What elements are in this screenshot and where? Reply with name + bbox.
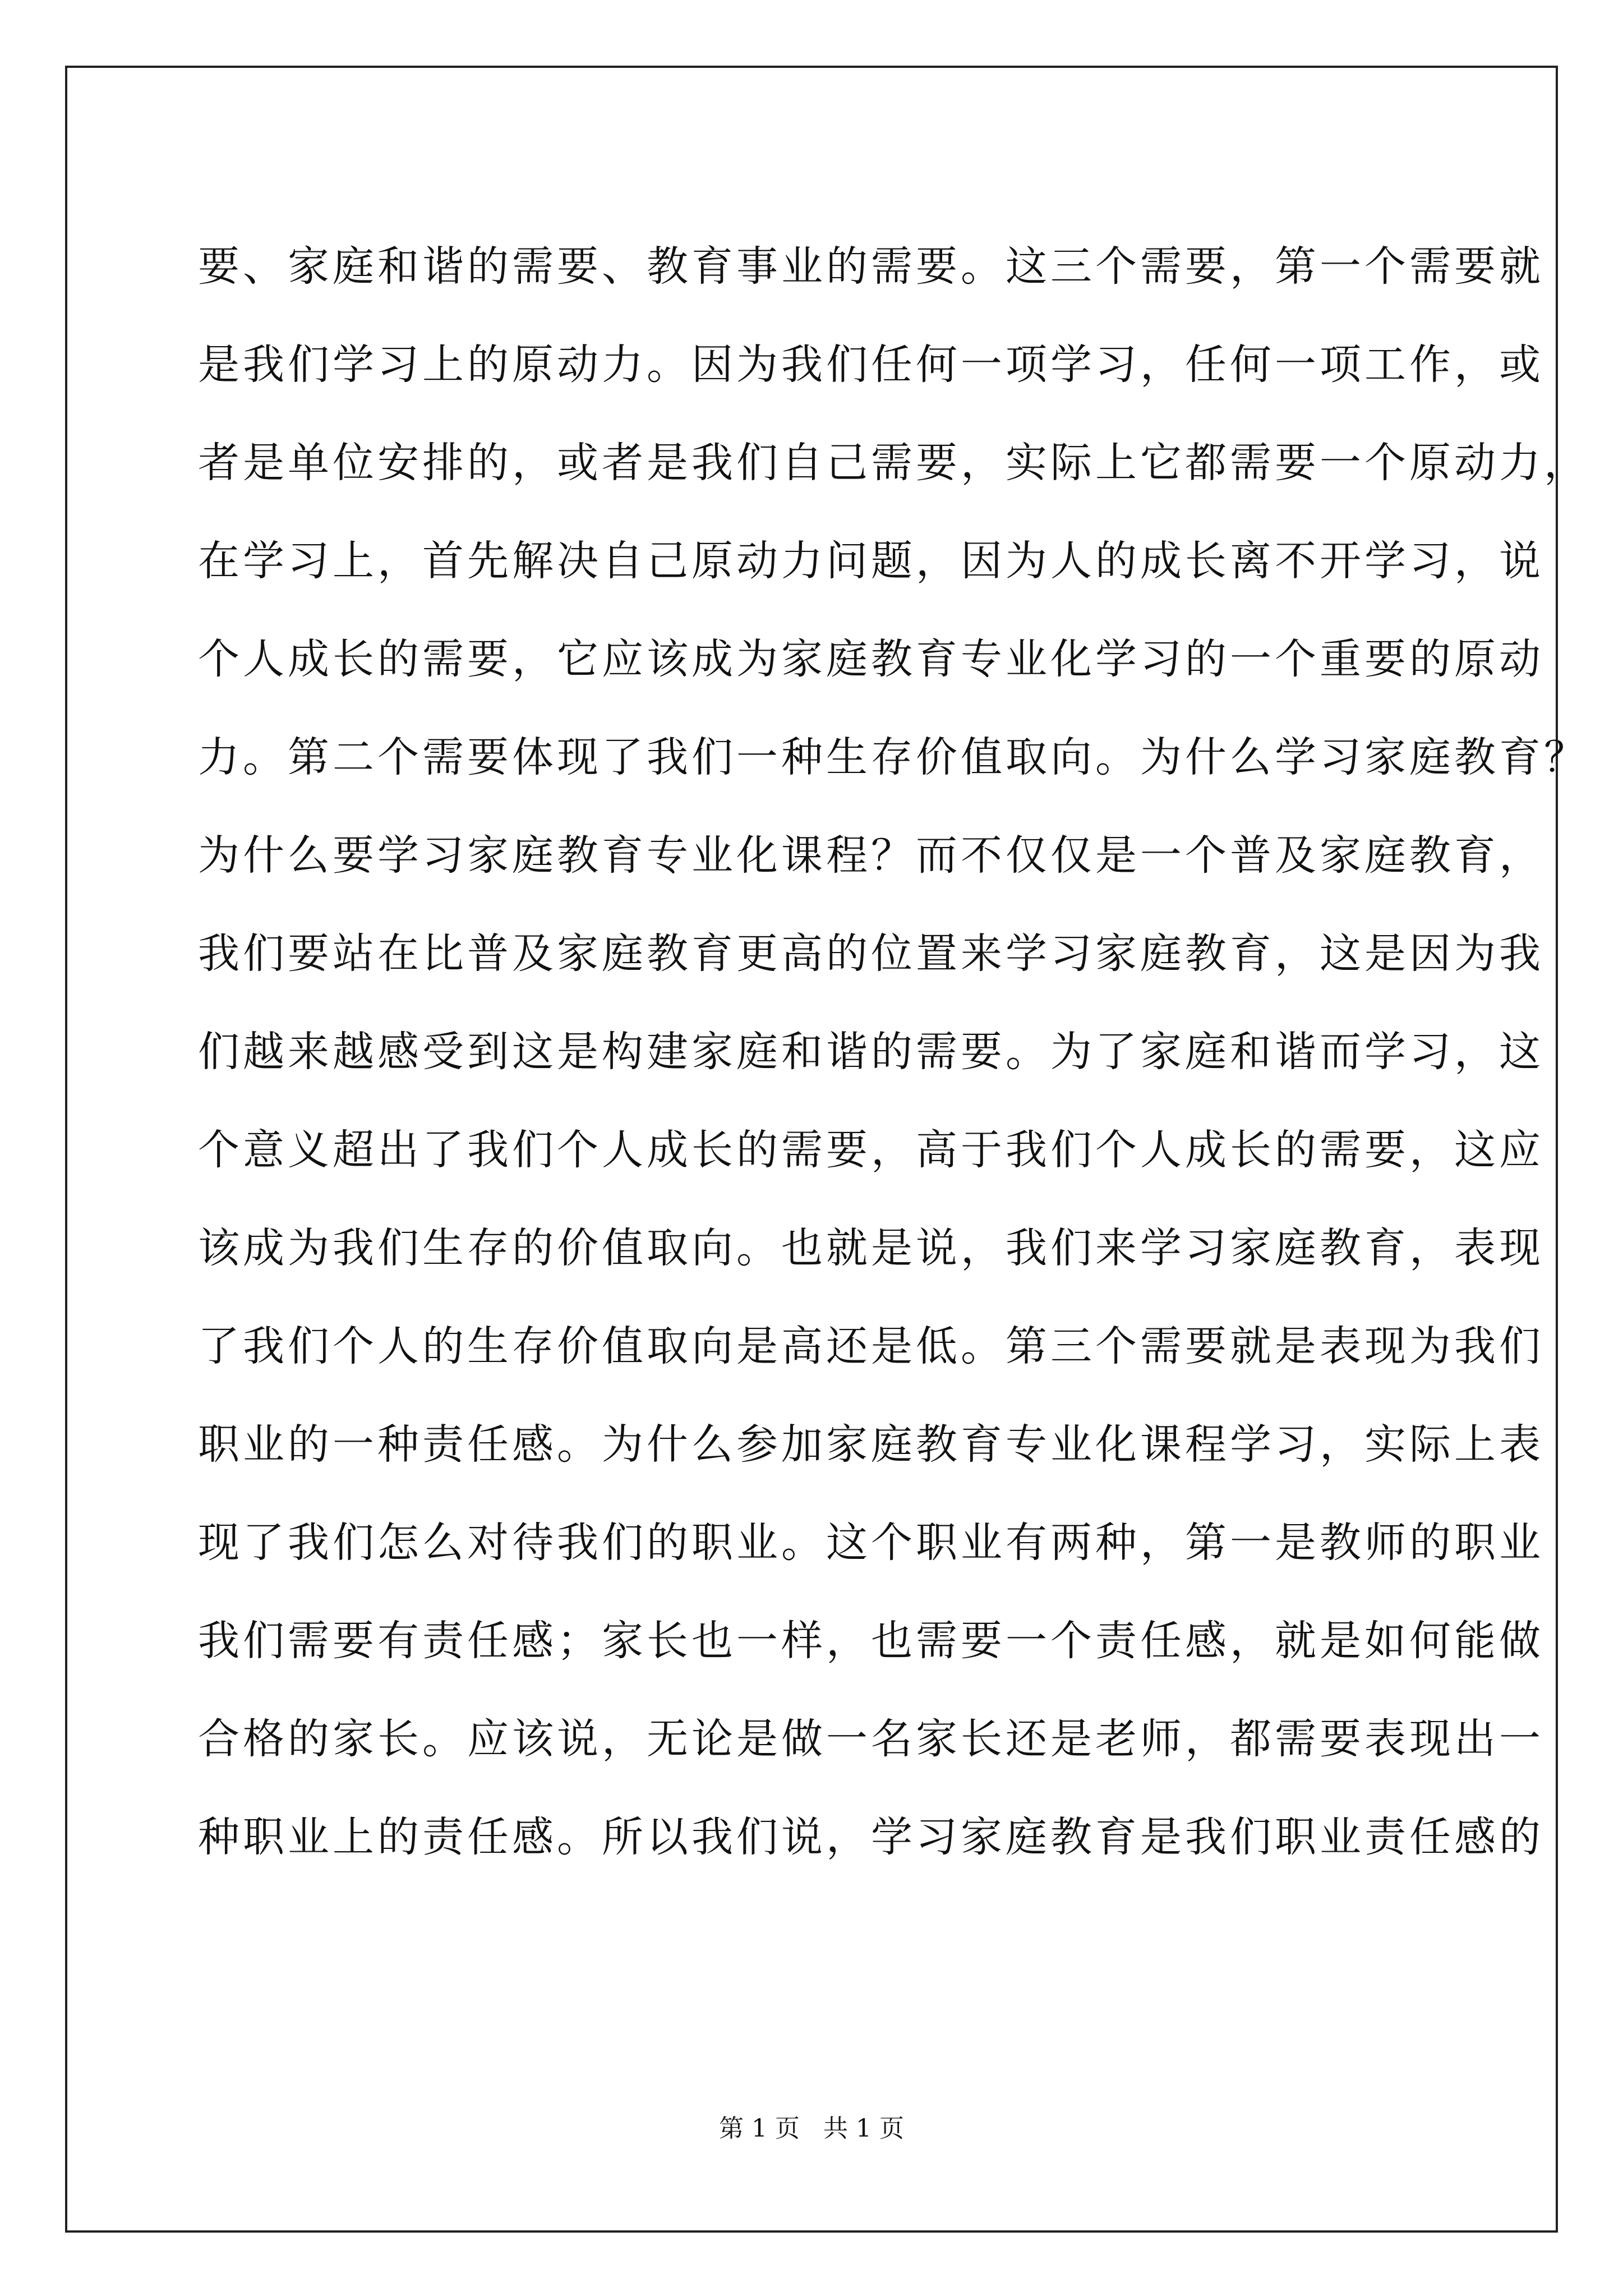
text-line: 我们需要有责任感；家长也一样，也需要一个责任感，就是如何能做: [198, 1617, 1544, 1665]
text-line: 是我们学习上的原动力。因为我们任何一项学习，任何一项工作，或: [198, 341, 1544, 389]
text-line: 在学习上，首先解决自己原动力问题，因为人的成长离不开学习，说: [198, 537, 1544, 585]
text-line: 为什么要学习家庭教育专业化课程？而不仅仅是一个普及家庭教育，: [198, 831, 1544, 880]
text-line: 现了我们怎么对待我们的职业。这个职业有两种，第一是教师的职业: [198, 1519, 1544, 1567]
text-line: 合格的家长。应该说，无论是做一名家长还是老师，都需要表现出一: [198, 1715, 1544, 1763]
text-line: 者是单位安排的，或者是我们自己需要，实际上它都需要一个原动力，: [198, 439, 1589, 487]
body-text: [198, 218, 1589, 1887]
text-line: 该成为我们生存的价值取向。也就是说，我们来学习家庭教育，表现: [198, 1224, 1544, 1272]
text-line: 们越来越感受到这是构建家庭和谐的需要。为了家庭和谐而学习，这: [198, 1028, 1544, 1076]
text-line: 了我们个人的生存价值取向是高还是低。第三个需要就是表现为我们: [198, 1322, 1544, 1370]
text-line: 职业的一种责任感。为什么参加家庭教育专业化课程学习，实际上表: [198, 1420, 1544, 1469]
text-line: 种职业上的责任感。所以我们说，学习家庭教育是我们职业责任感的: [198, 1813, 1544, 1861]
page-footer: 第 1 页 共 1 页: [719, 2114, 904, 2143]
text-line: 个人成长的需要，它应该成为家庭教育专业化学习的一个重要的原动: [198, 635, 1544, 683]
text-line: 力。第二个需要体现了我们一种生存价值取向。为什么学习家庭教育？: [198, 733, 1589, 781]
text-line: 我们要站在比普及家庭教育更高的位置来学习家庭教育，这是因为我: [198, 930, 1544, 978]
text-line: 要、家庭和谐的需要、教育事业的需要。这三个需要，第一个需要就: [198, 242, 1544, 291]
text-line: 个意义超出了我们个人成长的需要，高于我们个人成长的需要，这应: [198, 1126, 1544, 1174]
